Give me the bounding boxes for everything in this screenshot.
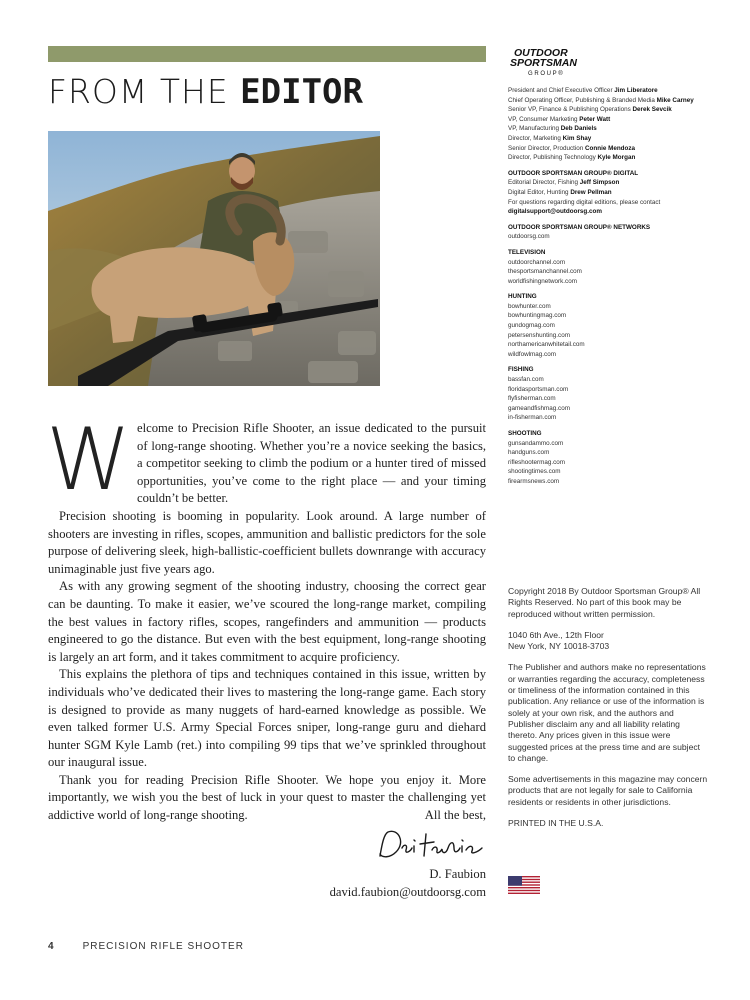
fishing-heading: FISHING [508,366,534,374]
digital-row [508,178,708,188]
fishing-sites [508,375,708,423]
staff-row [508,96,708,106]
masthead [508,86,708,487]
digital-support-email[interactable]: digitalsupport@outdoorsg.com [508,208,602,216]
staff-role: VP, Consumer Marketing [508,115,580,123]
digital-role: Digital Editor, Hunting [508,188,571,196]
hunting-heading: HUNTING [508,293,537,301]
staff-row [508,124,708,134]
publication-name: PRECISION RIFLE SHOOTER [82,941,244,952]
digital-role: Editorial Director, Fishing [508,179,580,187]
article-paragraph-1 [46,410,486,510]
page-title-light: FROM THE [48,72,241,111]
staff-role: President and Chief Executive Officer [508,87,615,94]
staff-list [508,86,708,163]
networks-heading: OUTDOOR SPORTSMAN GROUP® NETWORKS [508,223,651,231]
copyright-notice: Copyright 2018 By Outdoor Sportsman Group® All Rights Reserved. No part of this book may be reproduced without written permission. [508,586,701,619]
staff-row [508,86,708,96]
article-paragraph-5: Thank you for reading Precision Rifle Shooter. We hope you enjoy it. More importantly, we wish you the best of luck in your quest to master the challenging yet addictive world of long-range shooting. [48,772,486,823]
staff-name: Jim Liberatore [614,87,658,94]
shooting-site-link[interactable]: gunsandammo.com [508,439,564,447]
staff-role: Chief Operating Officer, Publishing & Branded Media [508,96,657,104]
advertisement-notice: Some advertisements in this magazine may concern products that are not legally for sale to California residents or residents in other jurisdictions. [508,774,708,807]
page-footer [48,941,244,952]
fishing-site-link[interactable]: gameandfishmag.com [508,404,570,412]
networks-url[interactable]: outdoorsg.com [508,233,550,241]
us-flag-icon [508,876,540,894]
hunting-site-link[interactable]: wildfowlmag.com [508,350,556,358]
staff-row [508,115,708,125]
disclaimer: The Publisher and authors make no representations or warranties regarding the accuracy, completeness or timeliness of the information contained in this publication. Any reliance or use of the information is solely at your own risk, and the authors and Publisher disclaim any and all liability relating thereto. Any prices given in this issue were suggested prices at the press time and are subject to change. [508,662,706,763]
outdoor-sportsman-group-logo [510,46,600,78]
shooting-site-link[interactable]: handguns.com [508,449,550,457]
shooting-sites [508,439,708,487]
editor-email: david.faubion@outdoorsg.com [329,884,486,899]
staff-role: Director, Publishing Technology [508,154,598,162]
hunting-site-link[interactable]: gundogmag.com [508,322,555,330]
staff-row [508,105,708,115]
shooting-site-link[interactable]: firearmsnews.com [508,477,560,485]
drop-cap: W [46,410,132,510]
staff-row [508,153,708,163]
article-paragraph-4: This explains the plethora of tips and techniques contained in this issue, written by individuals who’ve dedicated their lives to mastering the long-range game. Each story is designed to provide as many nuggets of hard-earned knowledge as possible. We even talked former U.S. Army Special Forces sniper, long-range guru and diehard hunter SGM Kyle Lamb (ret.) into compiling 99 tips that we’ve sprinkled throughout our inaugural issue. [48,667,486,770]
staff-name: Derek Sevcik [632,106,672,114]
digital-name: Jeff Simpson [579,179,620,187]
page-title [48,72,363,112]
television-site-link[interactable]: worldfishingnetwork.com [508,277,577,285]
fishing-site-link[interactable]: floridasportsman.com [508,385,569,393]
closing-line: All the best, [424,808,486,822]
television-site-link[interactable]: outdoorchannel.com [508,258,566,266]
shooting-site-link[interactable]: shootingtimes.com [508,468,561,476]
staff-name: Deb Daniels [560,125,597,133]
hunting-site-link[interactable]: bowhuntingmag.com [508,312,567,320]
fishing-site-link[interactable]: bassfan.com [508,376,544,384]
digital-note: For questions regarding digital editions, please contact [508,198,661,206]
paragraph-1-text: elcome to Precision Rifle Shooter, an issue dedicated to the pursuit of long-range shooting. Whether you’re a novice seeking the basics, a competitor seeking to climb the podium or a hunter tired of missed opportunities, you’ve come to the right place — and your timing couldn’t be better. [137,421,486,506]
article-paragraph-3: As with any growing segment of the shooting industry, choosing the correct gear can be daunting. To make it easier, we’ve scoured the long-range market, compiling the best values in factory rifles, scopes, rangefinders and ammunition — products engineered to go the distance. But even with the best equipment, long-range shooting is largely an art form, and it takes commitment to acquire proficiency. [48,579,486,664]
fishing-site-link[interactable]: in-fisherman.com [508,414,557,422]
staff-row [508,144,708,154]
digital-name: Drew Pellman [570,188,612,196]
staff-name: Kim Shay [562,134,592,142]
staff-row [508,134,708,144]
header-accent-bar [48,46,486,62]
address-line-1: 1040 6th Ave., 12th Floor [508,629,604,640]
hunting-site-link[interactable]: bowhunter.com [508,302,551,310]
legal-notices [508,586,708,829]
logo-line-1: OUTDOOR [514,47,568,59]
digital-staff-list [508,178,708,197]
hunting-sites [508,302,708,360]
staff-name: Kyle Morgan [597,154,636,162]
staff-name: Mike Carney [656,96,694,104]
address-block [508,630,708,653]
digital-row [508,188,708,198]
editor-letter [46,410,486,825]
hunter-with-aoudad-and-rifle-photo [48,131,380,386]
article-paragraph-2: Precision shooting is booming in popularity. Look around. A large number of shooters are investing in rifles, scopes, ammunition and ballistic predictors for the sole purpose of delivering sleek, high-ballistic-coefficient bullets downrange with accuracy unimaginable just five years ago. [48,508,486,576]
page-number: 4 [48,941,55,952]
television-site-link[interactable]: thesportsmanchannel.com [508,268,582,276]
staff-name: Peter Watt [579,115,611,123]
digital-heading: OUTDOOR SPORTSMAN GROUP® DIGITAL [508,169,639,177]
shooting-site-link[interactable]: rifleshootermag.com [508,458,566,466]
printed-in: PRINTED IN THE U.S.A. [508,818,604,829]
staff-name: Connie Mendoza [585,144,636,152]
television-heading: TELEVISION [508,248,546,256]
staff-role: Senior Director, Production [508,144,585,152]
television-sites [508,258,708,287]
hunting-site-link[interactable]: petersenshunting.com [508,331,570,339]
editor-signature-block [330,866,486,901]
fishing-site-link[interactable]: flyfisherman.com [508,395,556,403]
editor-photo [48,131,380,386]
address-line-2: New York, NY 10018-3703 [508,641,610,652]
hunting-site-link[interactable]: northamericanwhitetail.com [508,341,585,349]
page-title-bold: EDITOR [240,72,363,112]
editor-signature-icon [374,826,484,866]
logo-line-2: SPORTSMAN [510,57,577,69]
editor-name: D. Faubion [429,867,486,881]
shooting-heading: SHOOTING [508,430,542,437]
staff-role: Director, Marketing [508,134,563,142]
logo-line-3: G R O U P ® [528,71,563,77]
staff-role: Senior VP, Finance & Publishing Operations [508,106,633,114]
staff-role: VP, Manufacturing [508,125,561,133]
